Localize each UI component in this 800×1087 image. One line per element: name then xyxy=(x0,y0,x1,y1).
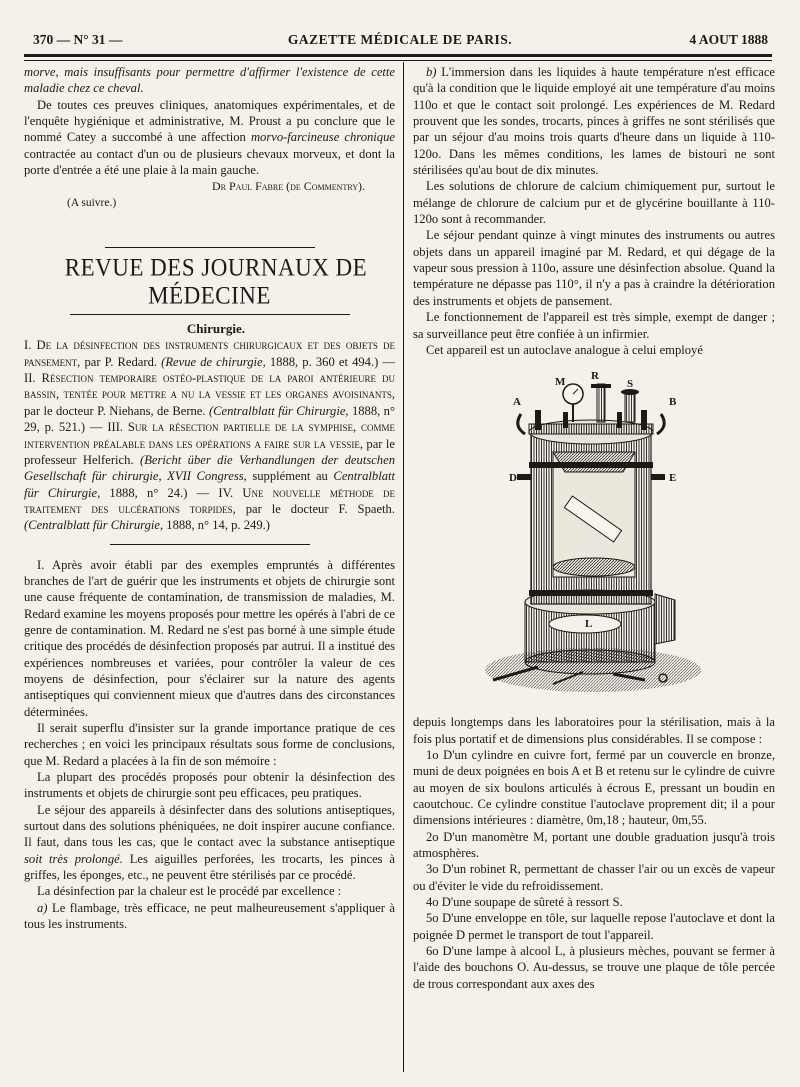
section-subtitle: Chirurgie. xyxy=(186,321,246,337)
item-label: b) xyxy=(426,65,437,79)
references-block xyxy=(24,337,395,533)
intro-italic: morve, mais insuffisants pour permettre d'affirmer l'existence de cette maladie chez ce cheval. xyxy=(24,65,395,96)
body-paragraph: Les solutions de chlorure de calcium chimiquement pur, surtout le mélange de chlorure de calcium pur et de glycérine bouillante à 110-120o sont à recommander. xyxy=(413,179,775,227)
text-run: Le séjour des appareils à désinfecter dans des solutions antiseptiques, surtout dans des solutions phéniquées, ne doit inspirer aucune confiance. Il faut, dans tous les cas, que le contact avec la substance antiseptique xyxy=(24,802,395,850)
ref-title: I. De la désinfection des instruments chirurgicaux et des objets de pansement, xyxy=(24,338,395,369)
ref-journal: (Bericht über die Verhandlungen der deutschen Gesellschaft für chirurgie, XVII Congress, xyxy=(24,452,395,484)
body-paragraph xyxy=(24,900,395,933)
body-paragraph: La désinfection par la chaleur est le procédé par excellence : xyxy=(37,884,342,899)
author-signature: Dr Paul Fabre (de Commentry). xyxy=(211,179,365,194)
header-rule-thick xyxy=(24,54,772,57)
body-paragraph: depuis longtemps dans les laboratoires pour la stérilisation, mais à la fois plus portatif et de dimensions plus considérables. Il se compose : xyxy=(413,715,775,746)
ref-citation: 1888, n° 14, p. 249.) xyxy=(163,518,270,533)
body-paragraph: Il serait superflu d'insister sur la grande importance pratique de ces recherches ; en voici les principaux résultats sous forme de conclusions, que M. Redard a placées à la fin de son mémoire : xyxy=(24,721,395,768)
figure-label-r: R xyxy=(591,370,599,383)
ref-title: II. Résection temporaire ostéo-plastique de la paroi antérieure du bassin, tentée pour mettre a nu la vessie et les organes avoisinants, xyxy=(24,371,395,402)
ref-journal: Centralblatt für Chirurgie, xyxy=(24,469,395,500)
page-header xyxy=(30,30,770,52)
body-paragraph: Le séjour pendant quinze à vingt minutes des instruments ou autres objets dans un appareil imaginé par M. Redard, et qui dégage de la vapeur sous pression à 110o, assure une désinfection absolue. Quand la température ne dépasse pas 110°, il n'y a pas à craindre la détérioration des instruments et objets de pansement. xyxy=(413,228,775,308)
body-paragraph: Cet appareil est un autoclave analogue à celui employé xyxy=(426,342,703,357)
conclusion-paragraph xyxy=(24,97,395,179)
references-rule xyxy=(110,544,310,545)
text-run: De toutes ces preuves cliniques, anatomiques expérimentales, et de l'enquête hygiénique et administrative, M. Proust a pu conclure que le nommé Catey a succombé à une affection xyxy=(24,97,395,145)
figure-label-m: M xyxy=(555,376,566,389)
ref-journal: (Centralblatt für Chirurgie, xyxy=(24,518,164,533)
figure-label-d: D xyxy=(509,472,517,485)
list-item: 3o D'un robinet R, permettant de chasser l'air ou un excès de vapeur ou d'éviter le vide du refroidissement. xyxy=(413,862,775,893)
issue-date: 4 AOUT 1888 xyxy=(689,32,768,47)
ref-author: par le professeur Helferich. xyxy=(24,436,395,467)
column-divider xyxy=(403,62,404,1072)
body-paragraph: La plupart des procédés proposés pour obtenir la désinfection des instruments et objets de chirurgie sont peu efficaces, peu pratiques. xyxy=(24,770,395,801)
italic-run: morvo-farcineuse chronique xyxy=(250,130,395,145)
text-run: Les aiguilles perforées, les trocarts, les pinces à griffes, les éponges, etc., ne peuvent être stérilisés par ce procédé. xyxy=(24,851,395,883)
body-paragraph xyxy=(24,802,395,884)
figure-label-l: L xyxy=(585,618,593,631)
ref-journal: (Revue de chirurgie, xyxy=(161,354,266,369)
section-title-rule xyxy=(70,314,350,315)
right-column xyxy=(413,64,775,992)
header-rule-thin xyxy=(24,60,772,61)
list-item: 4o D'une soupape de sûreté à ressort S. xyxy=(426,894,623,909)
figure-label-e: E xyxy=(669,472,677,485)
ref-author: par le docteur P. Niehans, de Berne. xyxy=(24,403,209,418)
ref-citation: 1888, p. 360 et 494.) — xyxy=(265,354,396,369)
ref-citation: supplément au xyxy=(246,469,334,484)
autoclave-illustration xyxy=(413,362,775,708)
left-column xyxy=(24,64,395,932)
body-paragraph: I. Après avoir établi par des exemples empruntés à différentes branches de l'art de guérir que les instruments et objets de chirurgie sont une cause fréquente de contamination, de transmission de maladies, M. Redard examine les moyens proposés pour mettre les opérés à l'abri de ce genre de contamination. M. Redard ne s'est pas borné à une simple étude critique des procédés de désinfection proposés par autrui. Il a institué des expériences nombreuses et variées, pour contrôler la valeur de ces moyens de désinfection, pour s'éclairer sur la nature des agents antiseptiques qui conviennent mieux que d'autres dans des circonstances déterminées. xyxy=(24,557,395,719)
ref-title: IV. Une nouvelle méthode de traitement des ulcérations torpides, xyxy=(24,485,395,516)
autoclave-engraving xyxy=(413,362,775,708)
to-be-continued: (A suivre.) xyxy=(67,196,117,209)
list-item: 5o D'une enveloppe en tôle, sur laquelle repose l'autoclave et dont la poignée D permet le transport de tout l'appareil. xyxy=(413,911,775,942)
ref-journal: (Centralblatt für Chirurgie, xyxy=(208,403,349,418)
ref-author: par le docteur F. Spaeth. xyxy=(235,501,395,516)
page-number: 370 xyxy=(33,32,54,47)
list-item: 6o D'une lampe à alcool L, à plusieurs mèches, pouvant se fermer à l'aide des bouchons O. Au-dessus, se trouve une plaque de tôle percée de trous correspondant aux axes des xyxy=(413,944,775,991)
body-paragraph xyxy=(413,64,775,178)
text-run: contractée au contact d'un ou de plusieurs chevaux morveux, et dont la porte d'entrée a été une plaie à la main gauche. xyxy=(24,146,395,178)
ref-title: III. Sur la résection partielle de la symphise, comme intervention préalable dans les opérations a faire sur la vessie, xyxy=(24,420,395,451)
figure-label-a: A xyxy=(513,396,521,409)
section-separator xyxy=(105,247,315,248)
list-item: 2o D'un manomètre M, portant une double graduation jusqu'à trois atmosphères. xyxy=(413,829,775,860)
references-text xyxy=(24,337,395,533)
ref-author: par P. Redard. xyxy=(80,354,162,369)
section-title: REVUE DES JOURNAUX DE MÉDECINE xyxy=(64,254,368,310)
body-paragraph: Le fonctionnement de l'appareil est très simple, exempt de danger ; sa surveillance peut être confiée à un infirmier. xyxy=(413,310,775,341)
list-item: 1o D'un cylindre en cuivre fort, fermé par un couvercle en bronze, muni de deux poignées en bois A et B et retenu sur le cylindre de cuivre au moyen de six boulons articulés à écrous E, pressant un boudin en caoutchouc. Ce cylindre constitue l'autoclave proprement dit; il a pour dimensions intérieures : diamètre, 0m,18 ; hauteur, 0m,55. xyxy=(413,747,775,828)
text-run: L'immersion dans les liquides à haute température n'est efficace qu'à la condition que le liquide employé ait une température d'au moins 110o et que le contact soit prolongé. Les expériences de M. Redard prouvent que les sondes, trocarts, pinces à griffes ne sont stérilisés que par un séjour d'au moins trois quarts d'heure dans un liquide à 110-120o. Dans les mêmes conditions, les lames de bistouri ne sont stérilisées qu'au bout de dix minutes. xyxy=(413,65,775,178)
journal-title: GAZETTE MÉDICALE DE PARIS. xyxy=(287,32,513,47)
item-label: a) xyxy=(37,900,48,915)
italic-run: soit très prolongé. xyxy=(24,851,123,866)
text-run: Le flambage, très efficace, ne peut malheureusement s'appliquer à tous les instruments. xyxy=(24,900,395,932)
figure-label-b: B xyxy=(669,396,677,409)
ref-citation: 1888, n° 29, p. 521.) — xyxy=(24,403,396,435)
issue-number: — N° 31 — xyxy=(56,32,123,47)
figure-label-s: S xyxy=(627,378,634,391)
ref-citation: 1888, n° 24.) — xyxy=(100,485,210,500)
